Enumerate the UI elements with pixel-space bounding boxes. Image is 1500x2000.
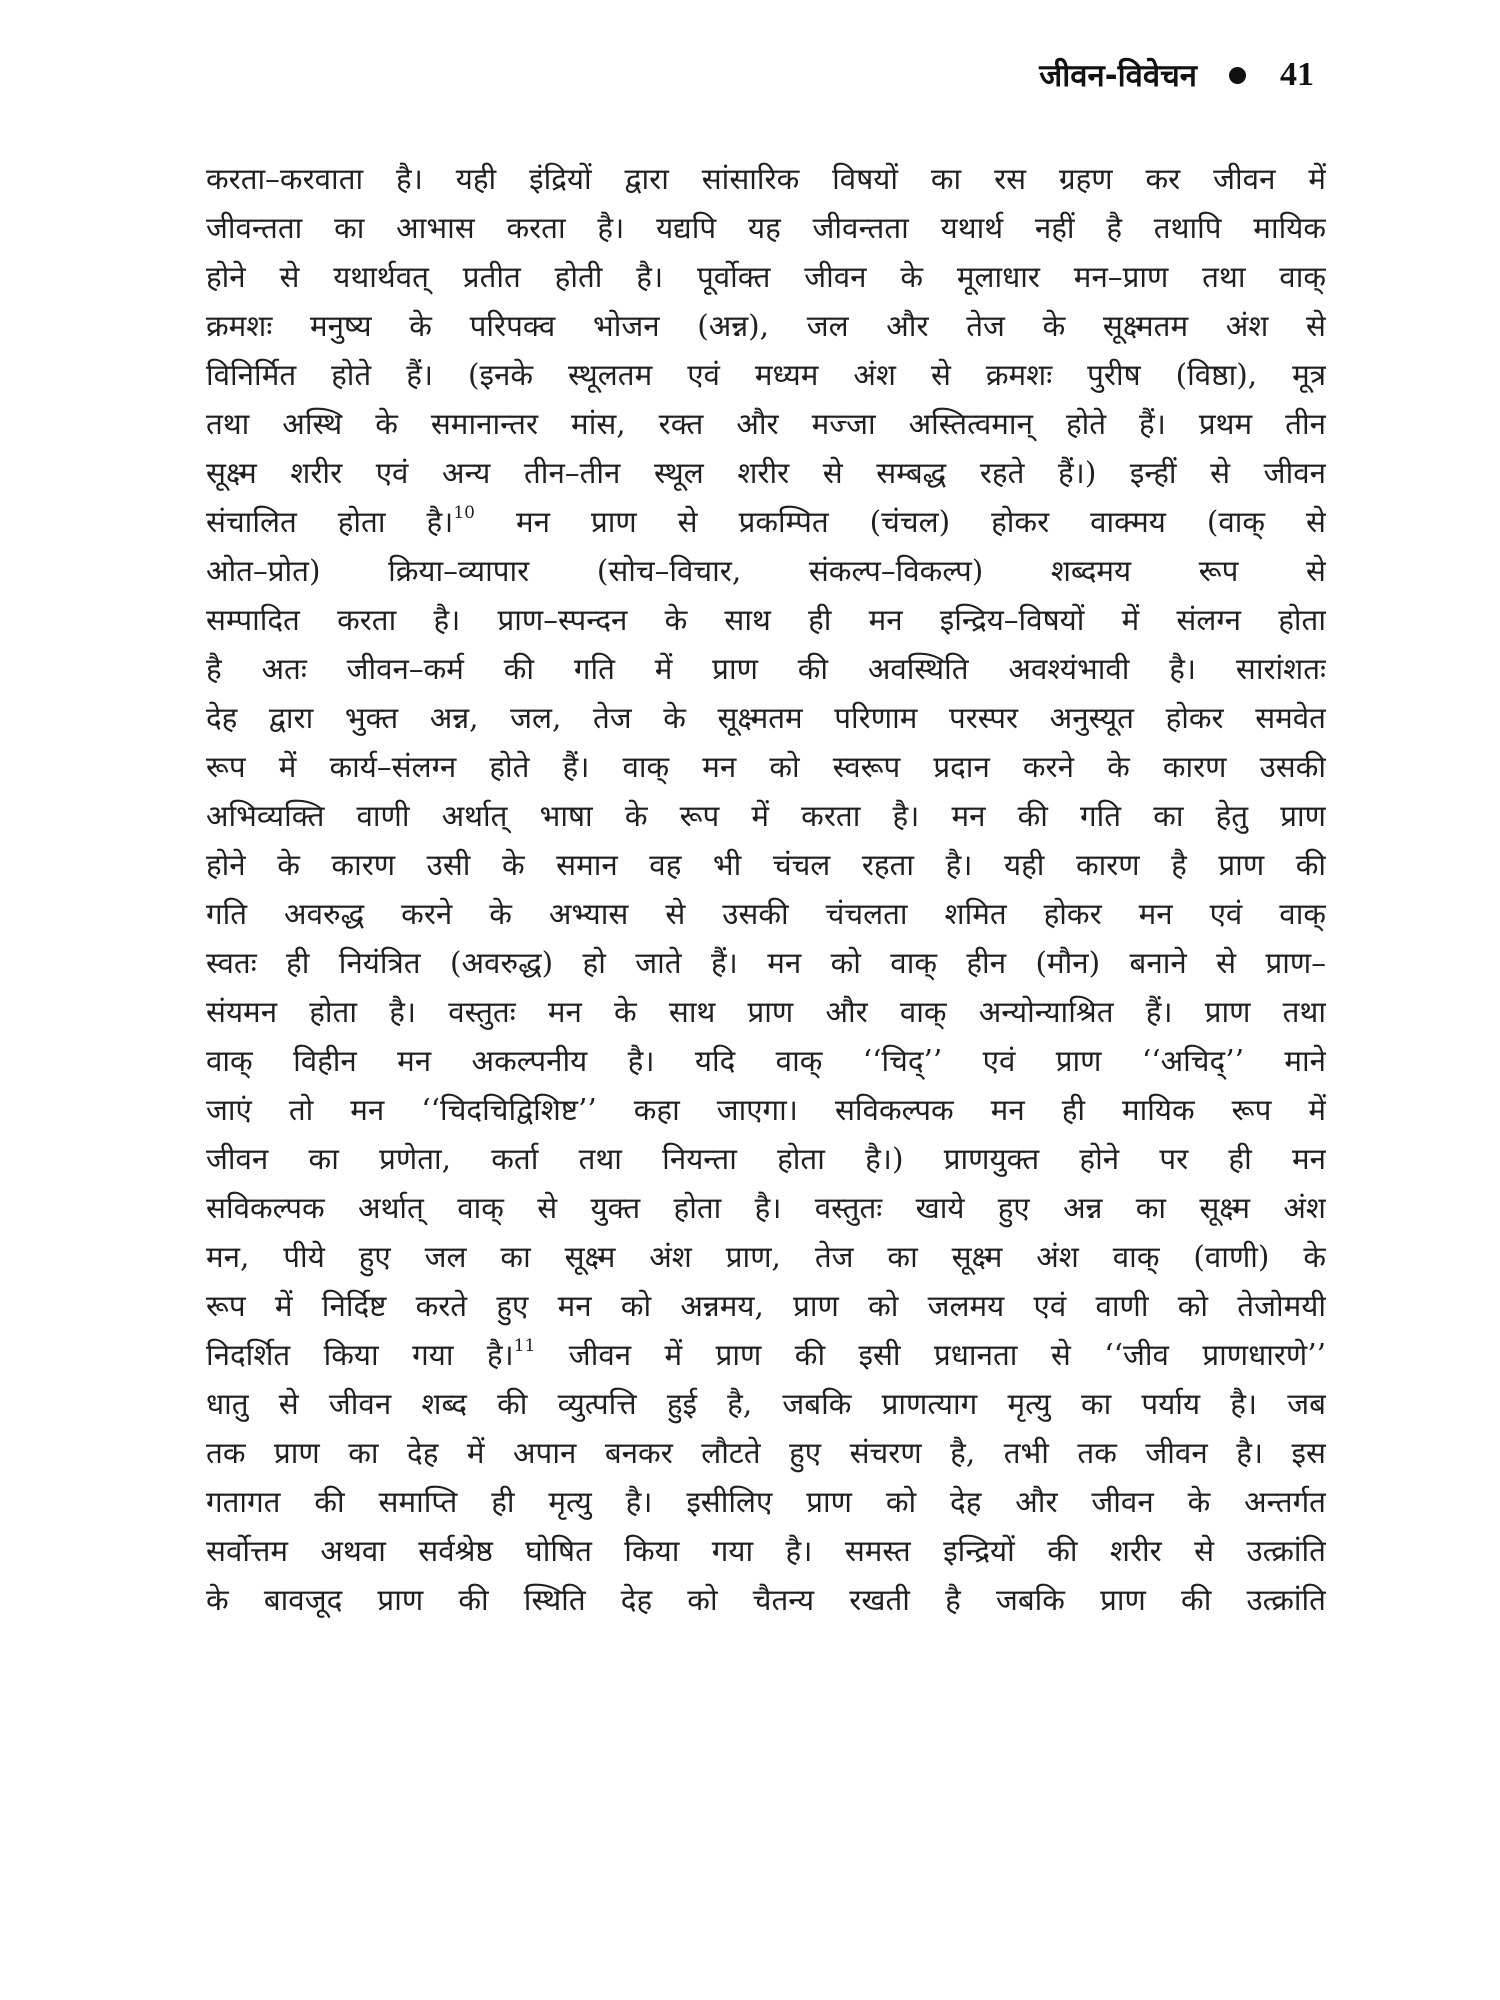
text-line: स्वतः ही नियंत्रित (अवरुद्ध) हो जाते हैं। मन को वाक् हीन (मौन) बनाने से प्राण– [206,946,1326,980]
page-number: 41 [1280,56,1314,93]
text-line: होने के कारण उसी के समान वह भी चंचल रहता है। यही कारण है प्राण की [206,848,1326,882]
bullet-icon [1229,67,1246,84]
text-line: सम्पादित करता है। प्राण–स्पन्दन के साथ ही मन इन्द्रिय–विषयों में संलग्न होता [206,603,1326,637]
text-line: गतागत की समाप्ति ही मृत्यु है। इसीलिए प्राण को देह और जीवन के अन्तर्गत [206,1485,1326,1519]
text-line: संयमन होता है। वस्तुतः मन के साथ प्राण और वाक् अन्योन्याश्रित हैं। प्राण तथा [206,995,1326,1029]
text-line [206,498,1326,547]
body-text [206,155,1326,1625]
text-line: के बावजूद प्राण की स्थिति देह को चैतन्य रखती है जबकि प्राण की उत्क्रांति [206,1583,1326,1617]
text-line: सूक्ष्म शरीर एवं अन्य तीन–तीन स्थूल शरीर से सम्बद्ध रहते हैं।) इन्हीं से जीवन [206,456,1326,490]
text-line: क्रमशः मनुष्य के परिपक्व भोजन (अन्न), जल और तेज के सूक्ष्मतम अंश से [206,309,1326,343]
text-line: जाएं तो मन ‘‘चिदचिद्विशिष्ट’’ कहा जाएगा। सविकल्पक मन ही मायिक रूप में [206,1093,1326,1127]
text-line: अभिव्यक्ति वाणी अर्थात् भाषा के रूप में करता है। मन की गति का हेतु प्राण [206,799,1326,833]
line-segment: जीवन में प्राण की इसी प्रधानता से ‘‘जीव प्राणधारणे’’ [535,1338,1326,1372]
text-line: सविकल्पक अर्थात् वाक् से युक्त होता है। वस्तुतः खाये हुए अन्न का सूक्ष्म अंश [206,1191,1326,1225]
text-line: मन, पीये हुए जल का सूक्ष्म अंश प्राण, तेज का सूक्ष्म अंश वाक् (वाणी) के [206,1240,1326,1274]
running-title: जीवन-विवेचन [1039,58,1197,94]
text-line: तथा अस्थि के समानान्तर मांस, रक्त और मज्जा अस्तित्वमान् होते हैं। प्रथम तीन [206,407,1326,441]
text-line: ओत–प्रोत) क्रिया–व्यापार (सोच–विचार, संकल्प–विकल्प) शब्दमय रूप से [206,554,1326,588]
text-line: जीवन्तता का आभास करता है। यद्यपि यह जीवन्तता यथार्थ नहीं है तथापि मायिक [206,211,1326,245]
text-line: तक प्राण का देह में अपान बनकर लौटते हुए संचरण है, तभी तक जीवन है। इस [206,1436,1326,1470]
running-header [1039,50,1314,100]
text-line: विनिर्मित होते हैं। (इनके स्थूलतम एवं मध्यम अंश से क्रमशः पुरीष (विष्ठा), मूत्र [206,358,1326,392]
text-line: देह द्वारा भुक्त अन्न, जल, तेज के सूक्ष्मतम परिणाम परस्पर अनुस्यूत होकर समवेत [206,701,1326,735]
text-line: है अतः जीवन–कर्म की गति में प्राण की अवस्थिति अवश्यंभावी है। सारांशतः [206,652,1326,686]
line-segment: मन प्राण से प्रकम्पित (चंचल) होकर वाक्मय (वाक् से [474,505,1326,539]
text-line: करता–करवाता है। यही इंद्रियों द्वारा सांसारिक विषयों का रस ग्रहण कर जीवन में [206,162,1326,196]
text-line: होने से यथार्थवत् प्रतीत होती है। पूर्वोक्त जीवन के मूलाधार मन–प्राण तथा वाक् [206,260,1326,294]
footnote-ref: 10 [453,503,475,524]
text-line: रूप में कार्य–संलग्न होते हैं। वाक् मन को स्वरूप प्रदान करने के कारण उसकी [206,750,1326,784]
text-line: गति अवरुद्ध करने के अभ्यास से उसकी चंचलता शमित होकर मन एवं वाक् [206,897,1326,931]
footnote-ref: 11 [513,1336,536,1357]
text-line: सर्वोत्तम अथवा सर्वश्रेष्ठ घोषित किया गया है। समस्त इन्द्रियों की शरीर से उत्क्रांति [206,1534,1326,1568]
text-line: जीवन का प्रणेता, कर्ता तथा नियन्ता होता है।) प्राणयुक्त होने पर ही मन [206,1142,1326,1176]
text-line: धातु से जीवन शब्द की व्युत्पत्ति हुई है, जबकि प्राणत्याग मृत्यु का पर्याय है। जब [206,1387,1326,1421]
line-segment: संचालित होता है। [206,505,454,539]
line-segment: निदर्शित किया गया है। [206,1338,514,1372]
text-line: वाक् विहीन मन अकल्पनीय है। यदि वाक् ‘‘चिद्’’ एवं प्राण ‘‘अचिद्’’ माने [206,1044,1326,1078]
text-line [206,1331,1326,1380]
text-line: रूप में निर्दिष्ट करते हुए मन को अन्नमय, प्राण को जलमय एवं वाणी को तेजोमयी [206,1289,1326,1323]
